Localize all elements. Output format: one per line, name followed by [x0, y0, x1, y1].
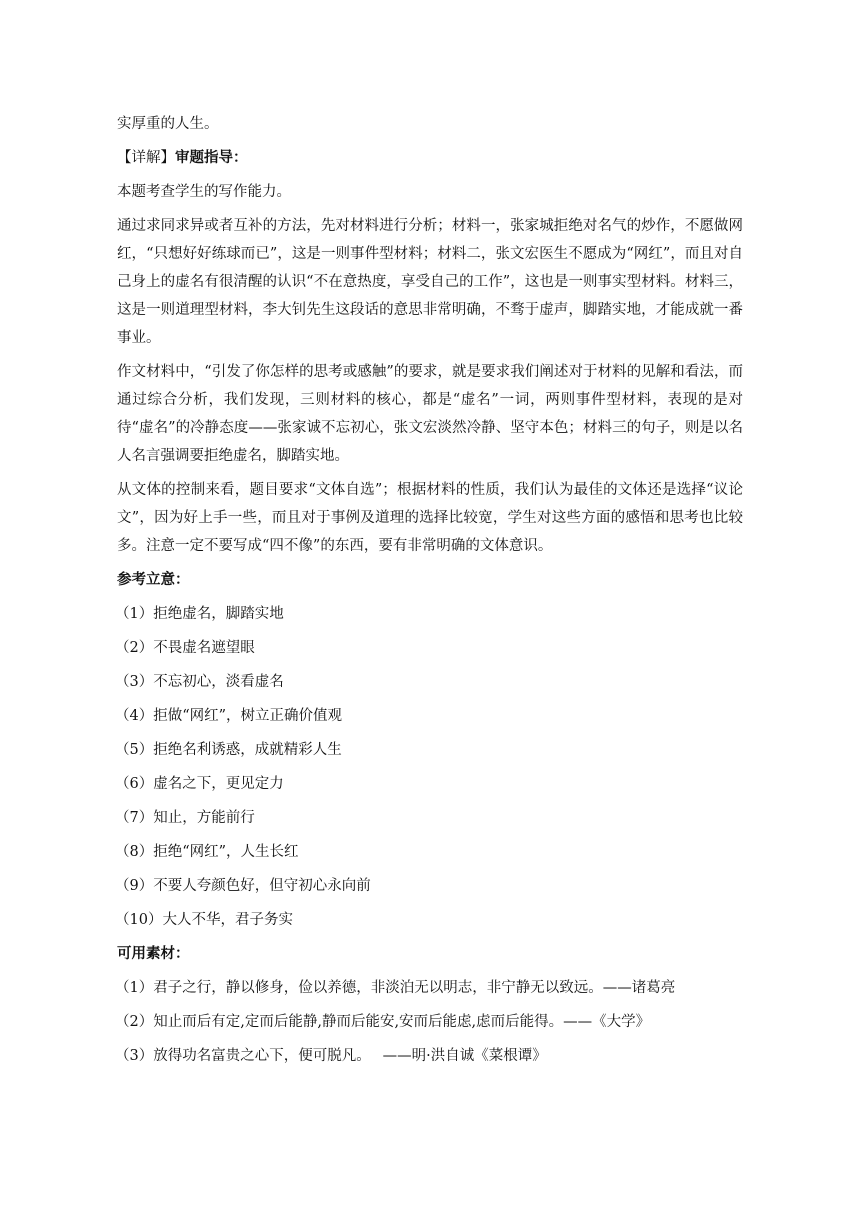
reference-item: （3）不忘初心，淡看虚名	[115, 674, 284, 690]
detail-paragraph: 作文材料中，“引发了你怎样的思考或感触”的要求，就是要求我们阐述对于材料的见解和看法，而通过综合分析，我们发现，三则材料的核心，都是“虚名”一词，两则事件型材料，表现的是对待“虚名”的冷静态度——张家诚不忘初心，张文宏淡然冷静、坚守本色；材料三的句子，则是以名人名言强调要拒绝虚名，脚踏实地。	[117, 364, 743, 464]
reference-heading: 参考立意：	[117, 571, 190, 588]
detail-heading-title: 审题指导：	[175, 149, 248, 166]
material-item: （2）知止而后有定,定而后能静,静而后能安,安而后能虑,虑而后能得。——《大学》	[115, 1014, 651, 1030]
detail-paragraph: 通过求同求异或者互补的方法，先对材料进行分析；材料一，张家城拒绝对名气的炒作，不愿做网红，“只想好好练球而已”，这是一则事件型材料；材料二，张文宏医生不愿成为“网红”，而且对自己身上的虚名有很清醒的认识“不在意热度，享受自己的工作”，这也是一则事实型材料。材料三，这是一则道理型材料，李大钊先生这段话的意思非常明确，不骛于虚声，脚踏实地，才能成就一番事业。	[117, 218, 743, 346]
material-item: （3）放得功名富贵之心下，便可脱凡。 ——明·洪自诚《菜根谭》	[115, 1048, 547, 1064]
reference-item: （4）拒做“网红”，树立正确价值观	[115, 708, 343, 724]
reference-item: （6）虚名之下，更见定力	[115, 776, 284, 792]
reference-item: （2）不畏虚名遮望眼	[115, 640, 255, 656]
material-item: （1）君子之行，静以修身，俭以养德，非淡泊无以明志，非宁静无以致远。——诸葛亮	[115, 980, 676, 996]
detail-paragraph: 从文体的控制来看，题目要求“文体自选”；根据材料的性质，我们认为最佳的文体还是选择“议论文”，因为好上手一些，而且对于事例及道理的选择比较宽，学生对这些方面的感悟和思考也比较多。注意一定不要写成“四不像”的东西，要有非常明确的文体意识。	[117, 482, 743, 554]
materials-heading: 可用素材：	[117, 945, 190, 962]
reference-item: （1）拒绝虚名，脚踏实地	[115, 606, 284, 622]
detail-heading-bracket: 【详解】	[117, 150, 175, 166]
intro-tail-text: 实厚重的人生。	[117, 116, 219, 132]
reference-item: （5）拒绝名利诱惑，成就精彩人生	[115, 742, 342, 758]
reference-item: （10）大人不华，君子务实	[115, 912, 293, 928]
reference-item: （7）知止，方能前行	[115, 810, 255, 826]
detail-heading	[117, 144, 743, 172]
reference-item: （8）拒绝“网红”，人生长红	[115, 844, 299, 860]
detail-paragraph: 本题考查学生的写作能力。	[117, 184, 291, 200]
document-body	[117, 110, 743, 1076]
reference-item: （9）不要人夸颜色好，但守初心永向前	[115, 878, 371, 894]
